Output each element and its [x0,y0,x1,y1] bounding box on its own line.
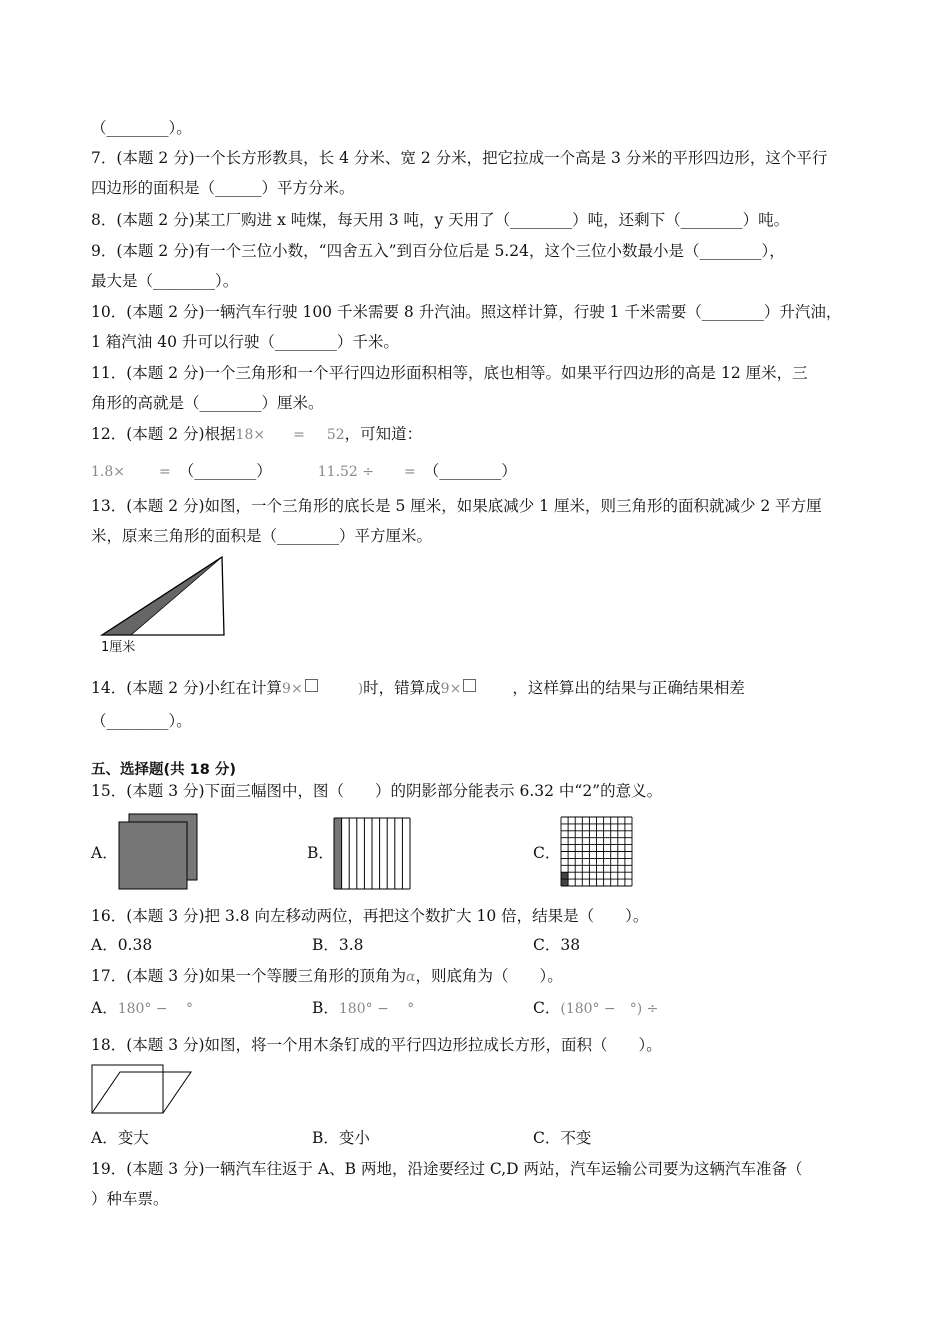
q15-figure-c [560,816,634,888]
q18-option-c: C．不变 [533,1129,592,1147]
q7-text-cont: 四边形的面积是（______）平方分米。 [91,179,355,197]
q18-parallelogram-figure [90,1064,194,1116]
q17-option-b [312,998,414,1019]
q15-figure-c-shaded-cell [561,872,568,879]
q15-option-a-label: A． [91,844,118,862]
q12-text [91,424,422,445]
q10-text-cont: 1 箱汽油 40 升可以行驶（________）千米。 [91,333,399,351]
q17-option-b-math: 180° − ° [338,1001,415,1017]
q12b-math-b: 11.52 ÷ [317,464,375,480]
q11-text-cont: 角形的高就是（________）厘米。 [91,394,324,412]
q15-figure-c-shaded-cell [561,879,568,886]
q14-blank-box-2 [463,679,476,692]
q17-option-a-label: A． [91,999,118,1017]
q14-math-b: 9× [440,681,462,697]
q12b-math-eq2: = [404,464,416,480]
q19-text-cont: ）种车票。 [91,1190,169,1208]
section-five-heading: 五、选择题(共 18 分) [91,762,237,778]
q17-alpha: α [406,969,416,985]
q17-option-a [91,998,193,1019]
q13-triangle-figure [96,556,236,641]
q17-suffix: ，则底角为（ ）。 [415,967,563,985]
q14-math-paren: ) [357,681,364,697]
q14-prefix: 14．(本题 2 分)小红在计算 [91,679,283,697]
q8-text: 8．(本题 2 分)某工厂购进 x 吨煤，每天用 3 吨，y 天用了（________）吨，还剩下（________）吨。 [91,211,790,229]
q14-text [91,678,745,699]
q7-text: 7．(本题 2 分)一个长方形教具，长 4 分米、宽 2 分米，把它拉成一个高是 3 分米的平形四边形，这个平行 [91,149,828,167]
q12-math-a: 18× [235,427,266,443]
q16-option-a: A．0.38 [91,936,153,954]
q12b-answer-2: （________） [423,462,517,480]
q16-text: 16．(本题 3 分)把 3.8 向左移动两位，再把这个数扩大 10 倍，结果是（ ）。 [91,907,649,925]
q15-option-c-label: C． [533,844,561,862]
q9-text: 9．(本题 2 分)有一个三位小数，“四舍五入”到百分位后是 5.24，这个三位小数最小是（________）， [91,242,785,260]
q13-figure-label: 1厘米 [101,640,136,655]
q12b-math-eq: = [159,464,171,480]
q18-option-b: B．变小 [312,1129,370,1147]
q17-option-c [533,998,658,1019]
q15-figure-a [118,813,200,891]
q19-text: 19．(本题 3 分)一辆汽车往返于 A、B 两地，沿途要经过 C,D 两站，汽车运输公司要为这辆汽车准备（ [91,1160,803,1178]
q6-answer-line: （________）。 [91,119,192,137]
q17-option-a-math: 180° − ° [117,1001,194,1017]
q17-option-b-label: B． [312,999,339,1017]
q16-option-b: B．3.8 [312,936,364,954]
q14-blank-box [305,679,318,692]
q17-option-c-label: C． [533,999,561,1017]
q14-suffix: ，这样算出的结果与正确结果相差 [512,679,745,697]
q18-text: 18．(本题 3 分)如图，将一个用木条钉成的平行四边形拉成长方形，面积（ ）。 [91,1036,662,1054]
q12-prefix: 12．(本题 2 分)根据 [91,425,236,443]
q15-figure-b-shaded-strip [334,818,342,889]
q14-math-a: 9× [282,681,303,697]
q15-option-b-label: B． [307,844,334,862]
q17-prefix: 17．(本题 3 分)如果一个等腰三角形的顶角为 [91,967,407,985]
q12b-answer-1: （________） [178,462,272,480]
q12-math-eq: = [293,427,305,443]
q13-text-cont: 米，原来三角形的面积是（________）平方厘米。 [91,527,433,545]
q11-text: 11．(本题 2 分)一个三角形和一个平行四边形面积相等，底也相等。如果平行四边形的高是 12 厘米，三 [91,364,808,382]
q12-suffix: ，可知道： [344,425,423,443]
q17-text [91,966,563,987]
q12b-math-a: 1.8× [91,464,125,480]
q9-text-cont: 最大是（________）。 [91,272,239,290]
q16-option-c: C．38 [533,936,581,954]
q12-subquestions [91,461,517,482]
q10-text: 10．(本题 2 分)一辆汽车行驶 100 千米需要 8 升汽油。照这样计算，行驶 1 千米需要（________）升汽油， [91,303,842,321]
q15-figure-b [333,817,411,890]
q18-option-a: A．变大 [91,1129,149,1147]
q14-text-cont: （________）。 [91,712,192,730]
q15-text: 15．(本题 3 分)下面三幅图中，图（ ）的阴影部分能表示 6.32 中“2”的意义。 [91,782,663,800]
q17-option-c-math: (180° − °) ÷ [560,1001,659,1017]
q12-math-result: 52 [326,427,345,443]
q14-middle: 时，错算成 [363,679,441,697]
q13-text: 13．(本题 2 分)如图，一个三角形的底长是 5 厘米，如果底减少 1 厘米，则三角形的面积就减少 2 平方厘 [91,497,822,515]
